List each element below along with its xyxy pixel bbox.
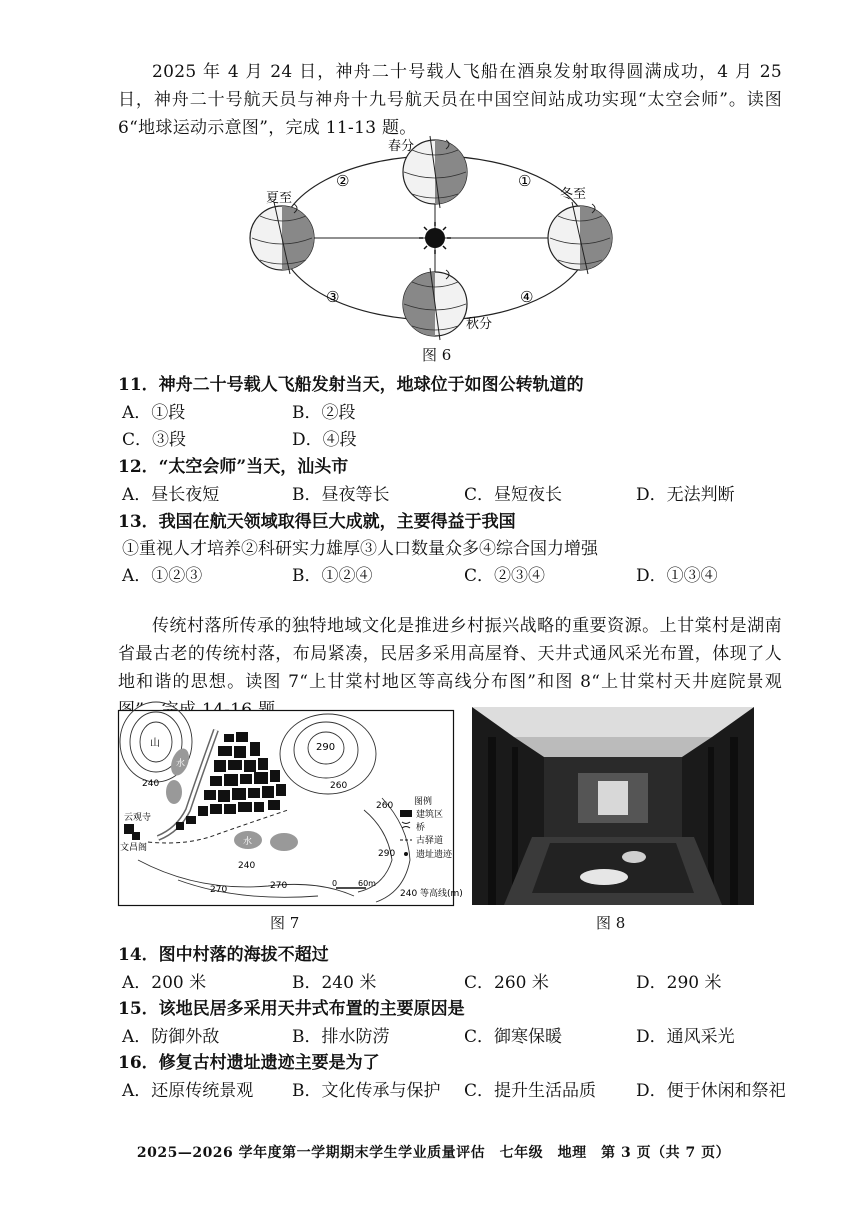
q16-option-c[interactable]: C．提升生活品质 xyxy=(464,1081,597,1101)
question-13-stem: 13．我国在航天领域取得巨大成就，主要得益于我国 xyxy=(118,512,516,532)
q13-option-d[interactable]: D．①③④ xyxy=(636,566,718,586)
page-footer: 2025—2026 学年度第一学期期末学生学业质量评估 七年级 地理 第 3 页（共 7 页） xyxy=(136,1145,731,1161)
temple-label: 云观寺 xyxy=(124,813,152,823)
q15-option-b[interactable]: B．排水防涝 xyxy=(292,1027,390,1047)
legend-ruins: 遗址遗迹 xyxy=(416,850,453,860)
q11-option-a[interactable]: A．①段 xyxy=(122,403,186,423)
scale-zero: 0 xyxy=(332,879,338,888)
q13-option-b[interactable]: B．①②④ xyxy=(292,566,373,586)
earth-summer-icon xyxy=(250,202,314,274)
water-label-1: 水 xyxy=(176,759,186,769)
q13-option-a[interactable]: A．①②③ xyxy=(122,566,203,586)
intro-paragraph-2: 传统村落所传承的独特地域文化是推进乡村振兴战略的重要资源。上甘棠村是湖南省最古老的传统村落，布局紧凑，民居多采用高屋脊、天井式通风采光布置，体现了人地和谐的思想。读图 7“上甘棠村地区等高线分布图”和图 8“上甘棠村天井庭院景观 xyxy=(118,616,782,692)
intro-paragraph-1: 2025 年 4 月 24 日，神舟二十号载人飞船在酒泉发射取得圆满成功，4 月 25 日，神舟二十号航天员与神舟十九号航天员在中国空间站成功实现“太空会师”。读图 6“地球运动示意图”，完成 11-13 题。 xyxy=(118,62,782,138)
contour-label-290: 290 xyxy=(378,849,396,859)
contour-label-270-b: 270 xyxy=(270,881,288,891)
label-spring: 春分 xyxy=(388,139,415,154)
water-label-2: 水 xyxy=(243,837,253,847)
contour-label-260-a: 260 xyxy=(330,781,348,791)
q14-option-a[interactable]: A．200 米 xyxy=(122,973,207,993)
label-segment-3: ③ xyxy=(326,288,340,306)
q16-option-d[interactable]: D．便于休闲和祭祀 xyxy=(636,1081,786,1101)
q13-option-c[interactable]: C．②③④ xyxy=(464,566,546,586)
contour-label-260-b: 260 xyxy=(376,801,394,811)
figure-6-earth-orbit xyxy=(260,132,620,348)
label-segment-1: ① xyxy=(518,172,532,190)
question-15-stem: 15．该地民居多采用天井式布置的主要原因是 xyxy=(118,999,465,1019)
q14-option-b[interactable]: B．240 米 xyxy=(292,973,377,993)
question-12-stem: 12．“太空会师”当天，汕头市 xyxy=(118,457,349,477)
question-14-stem: 14．图中村落的海拔不超过 xyxy=(118,945,329,965)
q15-option-c[interactable]: C．御寒保暖 xyxy=(464,1027,563,1047)
label-summer: 夏至 xyxy=(266,191,293,206)
label-winter: 冬至 xyxy=(560,187,587,202)
contour-label-240-a: 240 xyxy=(142,779,160,789)
scale-60: 60m xyxy=(358,879,376,888)
peak-label-2: 290 xyxy=(316,742,336,753)
q11-option-d[interactable]: D．④段 xyxy=(292,430,357,450)
figure-8-courtyard-photo xyxy=(472,707,754,905)
figure-8-caption: 图 8 xyxy=(596,914,626,932)
q12-option-d[interactable]: D．无法判断 xyxy=(636,485,735,505)
figure-6-caption: 图 6 xyxy=(422,346,452,364)
legend-contour: 等高线(m) xyxy=(420,889,463,899)
question-16-stem: 16．修复古村遗址遗迹主要是为了 xyxy=(118,1053,380,1073)
legend-bridge: 桥 xyxy=(416,823,426,833)
contour-label-240-b: 240 xyxy=(238,861,256,871)
label-segment-2: ② xyxy=(336,172,350,190)
figure-7-contour-map xyxy=(118,710,463,906)
q11-option-b[interactable]: B．②段 xyxy=(292,403,356,423)
question-11-stem: 11．神舟二十号载人飞船发射当天，地球位于如图公转轨道的 xyxy=(118,375,584,395)
contour-label-270-a: 270 xyxy=(210,885,228,895)
figure-7-caption: 图 7 xyxy=(270,914,300,932)
legend-road: 古驿道 xyxy=(416,836,444,846)
earth-winter-icon xyxy=(548,202,612,274)
label-segment-4: ④ xyxy=(520,288,534,306)
q11-option-c[interactable]: C．③段 xyxy=(122,430,187,450)
q13-statements: ①重视人才培养②科研实力雄厚③人口数量众多④综合国力增强 xyxy=(122,539,598,559)
wenchang-label: 文昌阁 xyxy=(120,843,148,853)
label-autumn: 秋分 xyxy=(466,317,493,332)
q14-option-c[interactable]: C．260 米 xyxy=(464,973,549,993)
q12-option-c[interactable]: C．昼短夜长 xyxy=(464,485,563,505)
legend-title: 图例 xyxy=(414,797,433,807)
q16-option-b[interactable]: B．文化传承与保护 xyxy=(292,1081,441,1101)
q12-option-a[interactable]: A．昼长夜短 xyxy=(122,485,220,505)
legend-building: 建筑区 xyxy=(416,810,444,820)
q15-option-a[interactable]: A．防御外敌 xyxy=(122,1027,220,1047)
q16-option-a[interactable]: A．还原传统景观 xyxy=(122,1081,254,1101)
peak-label-1: 山 xyxy=(150,738,160,749)
legend-contour-value: 240 xyxy=(400,889,418,899)
q15-option-d[interactable]: D．通风采光 xyxy=(636,1027,735,1047)
earth-autumn-icon xyxy=(403,268,467,340)
q12-option-b[interactable]: B．昼夜等长 xyxy=(292,485,390,505)
q14-option-d[interactable]: D．290 米 xyxy=(636,973,722,993)
